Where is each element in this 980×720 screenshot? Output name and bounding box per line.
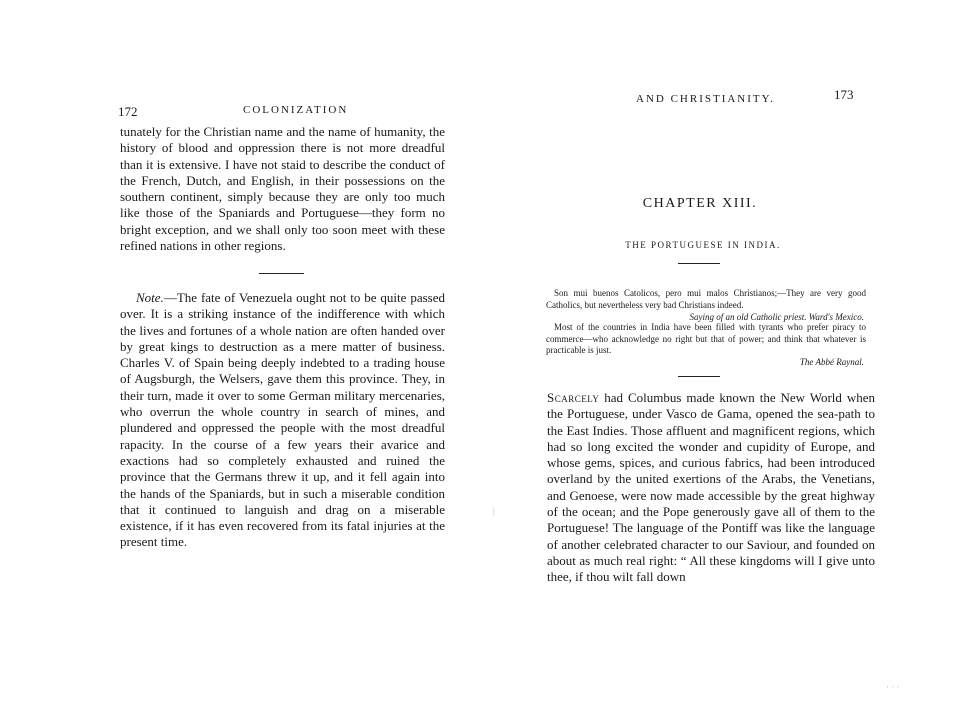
opening-word: Scarcely	[547, 390, 600, 405]
right-page	[490, 0, 980, 720]
epigraph-1	[546, 288, 866, 311]
epigraph-rule	[678, 376, 720, 377]
chapter-rule	[678, 263, 720, 264]
left-page-number: 172	[118, 104, 138, 119]
chapter-subtitle: THE PORTUGUESE IN INDIA.	[625, 240, 781, 250]
right-page-number: 173	[834, 87, 854, 102]
right-running-head: AND CHRISTIANITY.	[636, 93, 775, 105]
chapter-body-paragraph	[547, 390, 875, 586]
epigraph-2-attribution: The Abbé Raynal.	[799, 357, 864, 367]
epigraph-1-text: Son mui buenos Catolicos, pero mui malos Christianos;—They are very good Catholics, but nevertheless very bad Christians indeed.	[546, 288, 866, 310]
epigraph-1-attribution: Saying of an old Catholic priest. Ward's Mexico.	[689, 312, 864, 322]
epigraph-2	[546, 322, 866, 357]
chapter-title: CHAPTER XIII.	[642, 196, 758, 211]
left-paragraph-1	[120, 124, 445, 254]
note-text: —The fate of Venezuela ought not to be quite passed over. It is a striking instance of the indifference with which the lives and fortunes of a whole nation are often handed over by great kings to destruction as a mere matter of business. Charles V. of Spain being deeply indebted to a trading house of Augsburgh, the Welsers, gave them this province. They, in their turn, made it over to some German military mercenaries, who overrun the whole country in search of mines, and plundered and oppressed the people with the most dreadful rapacity. In the course of a few years their avarice and exactions had so completely exhausted and ruined the province that the Germans threw it up, and it fell again into the hands of the Spaniards, but in such a miserable condition that it continued to languish and drag on a miserable existence, if it has even recovered from its fatal injuries at the present time.	[120, 290, 445, 550]
left-note-paragraph	[120, 290, 445, 551]
chapter-body-text: had Columbus made known the New World when the Portuguese, under Vasco de Gama, opened the sea-path to the East Indies. Those affluent and magnificent regions, which had so long excited the wonder and cupidity of Europe, and whose gems, spices, and curious fabrics, had been introduced overland by the united exertions of the Arabs, the Venetians, and Genoese, were now made accessible by the great highway of the ocean; and the Pope generously gave all of them to the Portuguese! The language of the Pontiff was like the language of another celebrated character to our Saviour, and founded on about as much real right: “ All these kingdoms will I give unto thee, if thou wilt fall down	[547, 390, 875, 585]
scan-mark-gutter: |	[493, 506, 495, 516]
note-label: Note.	[136, 290, 164, 305]
left-paragraph-1-text: tunately for the Christian name and the name of humanity, the history of blood and oppression there is not more dreadful than it is extensive. I have not staid to describe the conduct of the French, Dutch, and English, in their possessions on the southern continent, simply because they are only too much like those of the Spaniards and Portuguese—they form no bright exception, and we shall only too soon meet with these refined nations in other regions.	[120, 124, 445, 254]
epigraph-2-text: Most of the countries in India have been filled with tyrants who prefer piracy to commerce—who acknowledge no right but that of power; and think that whatever is practicable is just.	[546, 322, 866, 355]
scan-mark-corner: · · ·	[886, 682, 900, 692]
left-section-divider	[259, 273, 304, 274]
left-running-head: COLONIZATION	[243, 104, 349, 116]
